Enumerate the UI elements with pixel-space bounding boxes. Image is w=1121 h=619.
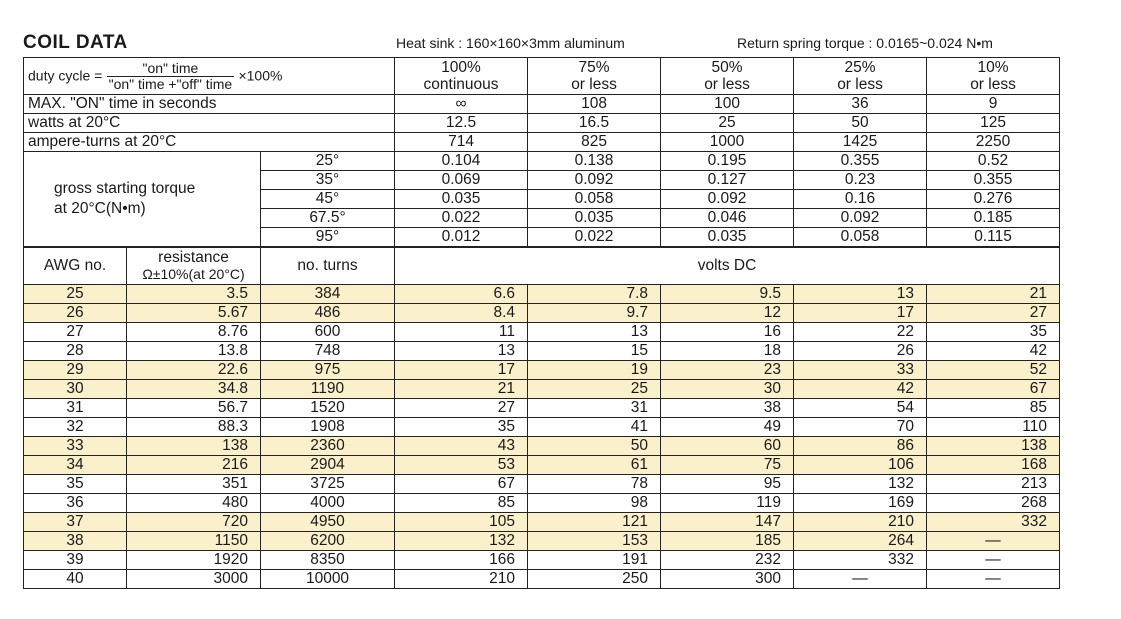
volts-value: —: [927, 532, 1060, 551]
torque-value: 0.23: [794, 171, 927, 190]
volts-value: 185: [661, 532, 794, 551]
resistance-header-line1: resistance: [158, 248, 229, 266]
torque-row: [24, 152, 1060, 171]
volts-value: 67: [927, 380, 1060, 399]
torque-value: 0.104: [395, 152, 528, 171]
duty-cycle-prefix: duty cycle =: [28, 67, 103, 84]
duty-cycle-numerator: "on" time: [107, 61, 235, 77]
duty-cycle-fraction: [107, 61, 235, 92]
resistance-value: 3.5: [127, 285, 261, 304]
volts-value: 86: [794, 437, 927, 456]
torque-angle: 35°: [261, 171, 395, 190]
volts-value: 49: [661, 418, 794, 437]
column-header-100: 100% continuous: [395, 58, 528, 95]
awg-row: [24, 304, 1060, 323]
torque-value: 0.035: [528, 209, 661, 228]
volts-value: 25: [528, 380, 661, 399]
resistance-value: 138: [127, 437, 261, 456]
awg-number: 33: [24, 437, 127, 456]
column-header-50: 50% or less: [661, 58, 794, 95]
watts-value: 125: [927, 114, 1060, 133]
volts-value: 153: [528, 532, 661, 551]
volts-value: 42: [794, 380, 927, 399]
return-spring-note: Return spring torque : 0.0165~0.024 N•m: [737, 35, 993, 51]
awg-number: 25: [24, 285, 127, 304]
volts-value: 18: [661, 342, 794, 361]
volts-value: 6.6: [395, 285, 528, 304]
volts-value: 27: [927, 304, 1060, 323]
volts-value: 250: [528, 570, 661, 589]
volts-value: 138: [927, 437, 1060, 456]
awg-number: 31: [24, 399, 127, 418]
awg-row: [24, 570, 1060, 589]
awg-number: 28: [24, 342, 127, 361]
resistance-value: 351: [127, 475, 261, 494]
resistance-value: 88.3: [127, 418, 261, 437]
awg-header-row: [24, 247, 1060, 285]
watts-row: [24, 114, 1060, 133]
volts-value: 12: [661, 304, 794, 323]
ampere-turns-value: 1425: [794, 133, 927, 152]
volts-value: 21: [927, 285, 1060, 304]
volts-value: 7.8: [528, 285, 661, 304]
volts-value: 106: [794, 456, 927, 475]
volts-value: 213: [927, 475, 1060, 494]
awg-number: 37: [24, 513, 127, 532]
turns-value: 4000: [261, 494, 395, 513]
heat-sink-note: Heat sink : 160×160×3mm aluminum: [396, 35, 625, 51]
awg-number: 26: [24, 304, 127, 323]
volts-value: —: [927, 551, 1060, 570]
awg-number: 27: [24, 323, 127, 342]
volts-value: 132: [794, 475, 927, 494]
volts-value: 169: [794, 494, 927, 513]
max-on-value: 36: [794, 95, 927, 114]
turns-value: 2360: [261, 437, 395, 456]
torque-value: 0.022: [395, 209, 528, 228]
awg-row: [24, 361, 1060, 380]
turns-value: 1190: [261, 380, 395, 399]
torque-value: 0.092: [528, 171, 661, 190]
volts-value: 132: [395, 532, 528, 551]
torque-value: 0.058: [528, 190, 661, 209]
volts-value: 53: [395, 456, 528, 475]
watts-value: 16.5: [528, 114, 661, 133]
volts-value: 332: [794, 551, 927, 570]
volts-value: 31: [528, 399, 661, 418]
volts-value: 15: [528, 342, 661, 361]
torque-value: 0.355: [794, 152, 927, 171]
volts-value: 43: [395, 437, 528, 456]
volts-value: 17: [395, 361, 528, 380]
volts-value: 119: [661, 494, 794, 513]
volts-value: 52: [927, 361, 1060, 380]
volts-value: —: [927, 570, 1060, 589]
torque-label-line2: at 20°C(N•m): [54, 200, 146, 217]
ampere-turns-label: ampere-turns at 20°C: [24, 133, 395, 152]
torque-value: 0.276: [927, 190, 1060, 209]
volts-value: 38: [661, 399, 794, 418]
awg-row: [24, 285, 1060, 304]
resistance-value: 1920: [127, 551, 261, 570]
torque-angle: 95°: [261, 228, 395, 248]
volts-value: 147: [661, 513, 794, 532]
turns-value: 1520: [261, 399, 395, 418]
coil-data-table: [23, 57, 1060, 589]
volts-value: 166: [395, 551, 528, 570]
volts-value: 33: [794, 361, 927, 380]
volts-value: 9.7: [528, 304, 661, 323]
torque-angle: 67.5°: [261, 209, 395, 228]
turns-value: 4950: [261, 513, 395, 532]
column-header-25: 25% or less: [794, 58, 927, 95]
resistance-value: 216: [127, 456, 261, 475]
awg-row: [24, 551, 1060, 570]
volts-value: 26: [794, 342, 927, 361]
awg-row: [24, 456, 1060, 475]
torque-value: 0.16: [794, 190, 927, 209]
torque-value: 0.092: [661, 190, 794, 209]
awg-number: 38: [24, 532, 127, 551]
max-on-value: 108: [528, 95, 661, 114]
awg-row: [24, 437, 1060, 456]
awg-row: [24, 342, 1060, 361]
resistance-value: 5.67: [127, 304, 261, 323]
volts-value: 98: [528, 494, 661, 513]
column-header-10: 10% or less: [927, 58, 1060, 95]
volts-value: 75: [661, 456, 794, 475]
torque-value: 0.127: [661, 171, 794, 190]
volts-value: 35: [395, 418, 528, 437]
volts-value: 210: [395, 570, 528, 589]
volts-value: 168: [927, 456, 1060, 475]
max-on-label: MAX. "ON" time in seconds: [24, 95, 395, 114]
coil-data-table-wrapper: [23, 57, 1059, 589]
duty-cycle-denominator: "on" time +"off" time: [108, 75, 233, 92]
resistance-header-line2: Ω±10%(at 20°C): [142, 265, 245, 282]
resistance-value: 3000: [127, 570, 261, 589]
turns-value: 6200: [261, 532, 395, 551]
awg-number: 34: [24, 456, 127, 475]
volts-value: 232: [661, 551, 794, 570]
resistance-value: 480: [127, 494, 261, 513]
ampere-turns-row: [24, 133, 1060, 152]
volts-value: 105: [395, 513, 528, 532]
volts-value: 78: [528, 475, 661, 494]
turns-header: no. turns: [261, 247, 395, 285]
watts-value: 25: [661, 114, 794, 133]
volts-value: 67: [395, 475, 528, 494]
volts-value: 191: [528, 551, 661, 570]
ampere-turns-value: 1000: [661, 133, 794, 152]
torque-value: 0.035: [661, 228, 794, 248]
turns-value: 3725: [261, 475, 395, 494]
torque-value: 0.195: [661, 152, 794, 171]
max-on-value: 9: [927, 95, 1060, 114]
awg-number: 29: [24, 361, 127, 380]
turns-value: 748: [261, 342, 395, 361]
awg-header-label: AWG no.: [24, 247, 127, 285]
volts-value: 17: [794, 304, 927, 323]
awg-row: [24, 475, 1060, 494]
volts-value: 30: [661, 380, 794, 399]
ampere-turns-value: 825: [528, 133, 661, 152]
volts-value: 95: [661, 475, 794, 494]
turns-value: 975: [261, 361, 395, 380]
volts-value: 332: [927, 513, 1060, 532]
volts-value: 121: [528, 513, 661, 532]
awg-row: [24, 532, 1060, 551]
turns-value: 8350: [261, 551, 395, 570]
watts-value: 12.5: [395, 114, 528, 133]
volts-value: 13: [528, 323, 661, 342]
watts-label: watts at 20°C: [24, 114, 395, 133]
volts-value: 300: [661, 570, 794, 589]
awg-row: [24, 399, 1060, 418]
resistance-header: [127, 247, 261, 285]
volts-dc-header: volts DC: [395, 247, 1060, 285]
turns-value: 600: [261, 323, 395, 342]
column-header-75: 75% or less: [528, 58, 661, 95]
volts-value: 42: [927, 342, 1060, 361]
volts-value: 268: [927, 494, 1060, 513]
torque-value: 0.115: [927, 228, 1060, 248]
awg-number: 30: [24, 380, 127, 399]
torque-label-line1: gross starting torque: [54, 180, 196, 197]
torque-value: 0.185: [927, 209, 1060, 228]
volts-value: 9.5: [661, 285, 794, 304]
volts-value: 60: [661, 437, 794, 456]
awg-row: [24, 323, 1060, 342]
volts-value: 35: [927, 323, 1060, 342]
max-on-row: [24, 95, 1060, 114]
duty-cycle-suffix: ×100%: [238, 67, 283, 84]
torque-value: 0.035: [395, 190, 528, 209]
awg-row: [24, 513, 1060, 532]
volts-value: 70: [794, 418, 927, 437]
resistance-value: 56.7: [127, 399, 261, 418]
volts-value: 13: [794, 285, 927, 304]
torque-angle: 45°: [261, 190, 395, 209]
awg-number: 32: [24, 418, 127, 437]
duty-cycle-formula: [24, 58, 395, 95]
volts-value: 11: [395, 323, 528, 342]
volts-value: 85: [927, 399, 1060, 418]
volts-value: 264: [794, 532, 927, 551]
torque-value: 0.012: [395, 228, 528, 248]
volts-value: 16: [661, 323, 794, 342]
awg-number: 40: [24, 570, 127, 589]
torque-value: 0.022: [528, 228, 661, 248]
volts-value: 61: [528, 456, 661, 475]
volts-value: 27: [395, 399, 528, 418]
torque-value: 0.058: [794, 228, 927, 248]
volts-value: 21: [395, 380, 528, 399]
resistance-value: 13.8: [127, 342, 261, 361]
torque-value: 0.046: [661, 209, 794, 228]
ampere-turns-value: 714: [395, 133, 528, 152]
turns-value: 2904: [261, 456, 395, 475]
volts-value: 22: [794, 323, 927, 342]
torque-angle: 25°: [261, 152, 395, 171]
resistance-value: 720: [127, 513, 261, 532]
volts-value: 41: [528, 418, 661, 437]
resistance-value: 34.8: [127, 380, 261, 399]
volts-value: 50: [528, 437, 661, 456]
volts-value: 23: [661, 361, 794, 380]
torque-value: 0.52: [927, 152, 1060, 171]
torque-value: 0.092: [794, 209, 927, 228]
resistance-value: 8.76: [127, 323, 261, 342]
turns-value: 10000: [261, 570, 395, 589]
turns-value: 1908: [261, 418, 395, 437]
volts-value: 110: [927, 418, 1060, 437]
duty-cycle-header-row: [24, 58, 1060, 95]
volts-value: 85: [395, 494, 528, 513]
max-on-value: ∞: [395, 95, 528, 114]
volts-value: 19: [528, 361, 661, 380]
torque-value: 0.069: [395, 171, 528, 190]
page-title: COIL DATA: [23, 32, 128, 53]
resistance-value: 22.6: [127, 361, 261, 380]
volts-value: 54: [794, 399, 927, 418]
turns-value: 384: [261, 285, 395, 304]
max-on-value: 100: [661, 95, 794, 114]
torque-value: 0.355: [927, 171, 1060, 190]
awg-number: 39: [24, 551, 127, 570]
awg-row: [24, 380, 1060, 399]
awg-number: 36: [24, 494, 127, 513]
torque-label: [24, 152, 261, 248]
awg-row: [24, 494, 1060, 513]
awg-row: [24, 418, 1060, 437]
volts-value: 13: [395, 342, 528, 361]
ampere-turns-value: 2250: [927, 133, 1060, 152]
resistance-value: 1150: [127, 532, 261, 551]
watts-value: 50: [794, 114, 927, 133]
awg-number: 35: [24, 475, 127, 494]
torque-value: 0.138: [528, 152, 661, 171]
volts-value: —: [794, 570, 927, 589]
turns-value: 486: [261, 304, 395, 323]
volts-value: 8.4: [395, 304, 528, 323]
volts-value: 210: [794, 513, 927, 532]
coil-data-body: [24, 58, 1060, 589]
